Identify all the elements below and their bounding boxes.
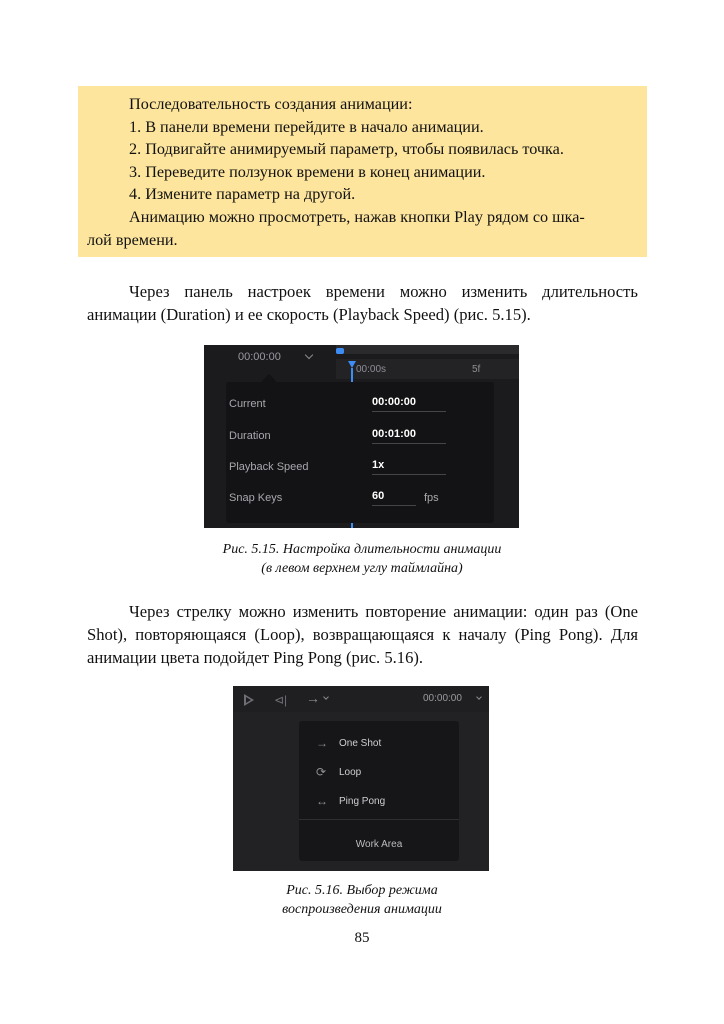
playback-mode-screenshot [233,686,489,871]
duration-field-underline [372,443,446,444]
duration-label: Duration [229,430,271,442]
note-step-4: 4. Измените параметр на другой. [129,185,356,204]
note-closing-2: лой времени. [87,230,178,249]
loop-icon: ⟳ [316,765,327,779]
fps-unit-label: fps [424,492,439,504]
timeline-time-display[interactable]: 00:00:00 [238,351,281,363]
menu-item-work-area[interactable]: Work Area [355,839,403,850]
ping-pong-icon: ↔ [316,794,328,808]
playhead-icon[interactable] [348,361,356,368]
note-step-1: 1. В панели времени перейдите в начало анимации. [129,117,484,136]
paragraph-duration-text: Через панель настроек времени можно изменить длительность анимации (Duration) и ее скорость (Playback Speed) (рис. 5.15). [87,282,638,324]
instruction-box [78,86,647,257]
figure-5-16-caption [0,881,724,919]
timeline-track [336,345,519,354]
playback-speed-label: Playback Speed [229,461,309,473]
go-to-start-icon[interactable]: ⊲| [274,693,288,707]
note-title: Последовательность создания анимации: [129,95,413,113]
duration-value-field[interactable]: 00:01:00 [372,428,417,440]
menu-item-ping-pong[interactable]: Ping Pong [339,796,386,807]
note-closing-1: Анимацию можно просмотреть, нажав кнопки Play рядом со шка- [129,207,585,226]
current-label: Current [229,398,266,410]
note-step-2: 2. Подвигайте анимируемый параметр, чтобы появилась точка. [129,140,564,159]
timeline-time-display[interactable]: 00:00:00 [423,693,462,704]
play-icon-inner [246,697,251,703]
ruler-frame-label: 5f [472,364,481,375]
playback-speed-underline [372,474,446,475]
note-step-3: 3. Переведите ползунок времени в конец анимации. [129,162,486,181]
ruler-start-label: 00:00s [356,364,387,375]
caption-line: Рис. 5.16. Выбор режима [286,883,438,898]
paragraph-playback-mode [87,600,638,669]
one-shot-icon: → [316,736,328,750]
caption-line: воспроизведения анимации [282,902,442,917]
menu-divider [299,819,459,820]
timeline-settings-screenshot [204,345,519,528]
playback-speed-field[interactable]: 1x [372,459,385,471]
snap-keys-underline [372,505,416,506]
menu-item-one-shot[interactable]: One Shot [339,738,382,749]
timeline-range-handle[interactable] [336,348,344,354]
caption-line: Рис. 5.15. Настройка длительности анимации [222,542,502,557]
menu-item-loop[interactable]: Loop [339,767,362,778]
snap-keys-field[interactable]: 60 [372,490,385,502]
snap-keys-label: Snap Keys [229,492,283,504]
paragraph-duration [87,280,638,326]
current-field-underline [372,411,446,412]
playback-mode-arrow-icon[interactable]: → [306,690,320,706]
chevron-down-icon[interactable] [305,351,313,359]
page-number: 85 [354,930,370,946]
caption-line: (в левом верхнем углу таймлайна) [261,561,463,576]
current-value-field[interactable]: 00:00:00 [372,396,417,408]
paragraph-playback-mode-text: Через стрелку можно изменить повторение анимации: один раз (One Shot), повторяющаяся (Loop), возвращающаяся к началу (Ping Pong). Для анимации цвета подойдет Ping Pong (рис. 5.16). [87,602,638,667]
figure-5-15-caption [0,540,724,578]
